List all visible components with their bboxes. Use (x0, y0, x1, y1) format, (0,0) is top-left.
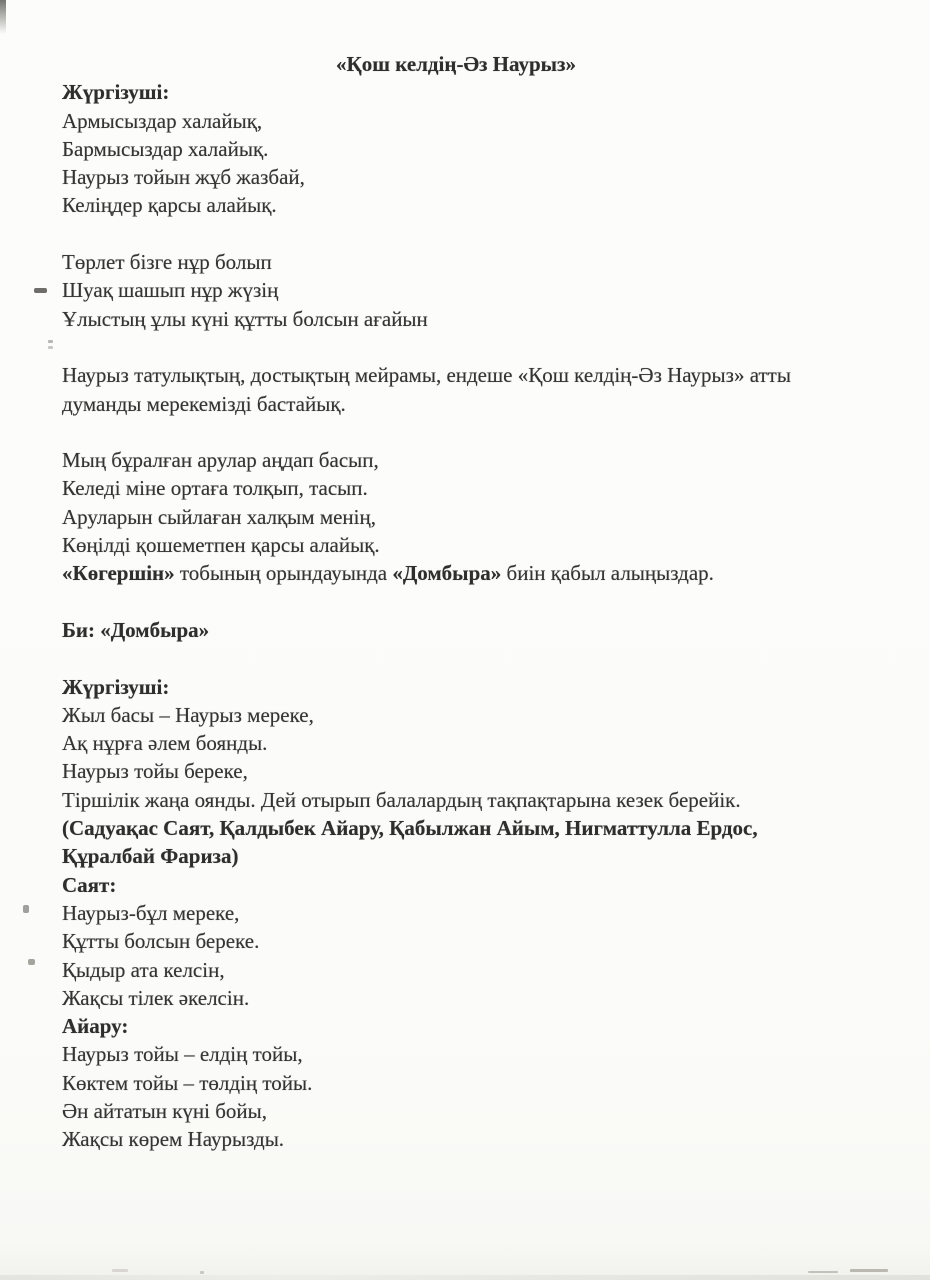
scan-artifact (48, 340, 53, 343)
text-line: Мың бұралған арулар аңдап басып, (62, 448, 379, 473)
scan-artifact (23, 905, 29, 913)
speaker-heading: Жүргізуші: (62, 674, 170, 699)
scan-corner-shade (0, 0, 6, 34)
scan-artifact (112, 1269, 128, 1272)
text-line: Көктем тойы – төлдің тойы. (62, 1070, 313, 1095)
blank-line (62, 333, 868, 361)
speaker-heading: Жүргізуші: (62, 80, 170, 105)
text-line: Армысыздар халайық, (62, 108, 263, 133)
speaker-heading: Құралбай Фариза) (62, 844, 239, 869)
text-line: Наурыз тойы – елдің тойы, (62, 1042, 303, 1067)
text-line: Көңілді қошеметпен қарсы алайық. (62, 533, 380, 558)
scan-artifact (808, 1271, 838, 1273)
blank-line (62, 220, 868, 248)
blank-line (62, 644, 868, 672)
text-line: Келеді міне ортаға толқып, тасып. (62, 476, 368, 501)
text-line: Жақсы көрем Наурызды. (62, 1127, 285, 1152)
text-line: Төрлет бізге нұр болып (62, 250, 272, 275)
text-line: Ән айтатын күні бойы, (62, 1098, 268, 1123)
blank-line (62, 588, 868, 616)
text-segment: биін қабыл алыңыздар. (501, 561, 714, 586)
text-line: Бармысыздар халайық. (62, 136, 269, 161)
text-line: Наурыз-бұл мереке, (62, 900, 240, 925)
speaker-heading: Айару: (62, 1014, 129, 1039)
scan-artifact (48, 346, 53, 349)
speaker-heading: Саят: (62, 872, 117, 897)
text-line: Келіңдер қарсы алайық. (62, 193, 277, 218)
page-content (62, 50, 868, 1154)
scan-artifact (34, 288, 47, 293)
scan-artifact (850, 1269, 888, 1272)
speaker-heading: Би: «Домбыра» (62, 617, 210, 642)
text-line: Наурыз тойы береке, (62, 759, 248, 784)
text-line: Жақсы тілек әкелсін. (62, 985, 250, 1010)
text-line: Жыл басы – Наурыз мереке, (62, 702, 314, 727)
text-line: Шуақ шашып нұр жүзің (62, 278, 279, 303)
text-line: думанды мерекемізді бастайық. (62, 391, 346, 416)
text-line: Наурыз татулықтың, достықтың мейрамы, ендеше «Қош келдің-Әз Наурыз» атты (62, 363, 791, 388)
document-title: «Қош келдің-Әз Наурыз» (336, 52, 576, 76)
text-line: Тіршілік жаңа оянды. Дей отырып балалардың тақпақтарына кезек берейік. (62, 787, 741, 812)
text-line: Қыдыр ата келсін, (62, 957, 225, 982)
scan-artifact (200, 1271, 204, 1274)
text-line: Құтты болсын береке. (62, 929, 260, 954)
text-line: Ақ нұрға әлем боянды. (62, 731, 268, 756)
bold-text-segment: «Көгершін» (62, 561, 175, 586)
bold-text-segment: «Домбыра» (392, 561, 502, 586)
text-segment: тобының орындауында (174, 561, 393, 586)
text-line: Ұлыстың ұлы күні құтты болсын ағайын (62, 306, 428, 331)
text-line: Наурыз тойын жұб жазбай, (62, 165, 305, 190)
text-line: Аруларын сыйлаған халқым менің, (62, 504, 376, 529)
scan-artifact (28, 959, 35, 965)
blank-line (62, 418, 868, 446)
speaker-heading: (Садуақас Саят, Қалдыбек Айару, Қабылжан Айым, Нигматтулла Ердос, (62, 816, 758, 841)
mixed-style-line (62, 559, 868, 587)
